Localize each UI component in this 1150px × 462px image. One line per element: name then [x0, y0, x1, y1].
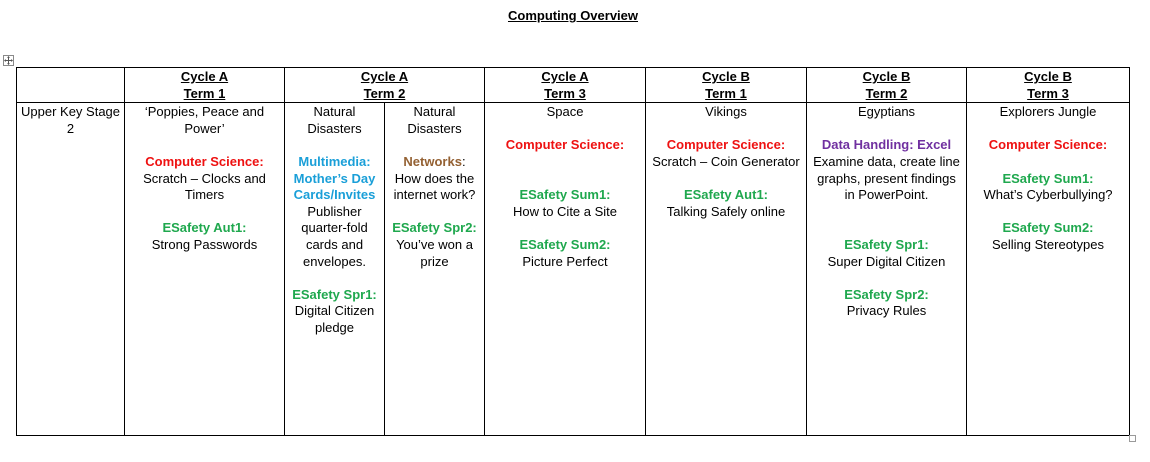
cycle-a-term-2-left-cell: [285, 103, 385, 436]
header-cycle-a-term-1: Cycle A Term 1: [125, 68, 285, 103]
stage-label: Upper Key Stage 2: [21, 104, 121, 136]
networks-text: How does the internet work?: [393, 170, 476, 203]
topic: Explorers Jungle: [999, 104, 1097, 120]
topic: Natural Disasters: [307, 104, 362, 136]
esafety-text: Digital Citizen pledge: [294, 303, 375, 335]
multimedia-text: Publisher quarter-fold cards and envelopes.: [301, 203, 368, 269]
esafety-label: ESafety Spr1:: [292, 286, 377, 302]
computer-science-label: Computer Science:: [988, 137, 1108, 153]
esafety-sum2-label: ESafety Sum2:: [1002, 220, 1094, 236]
esafety-text: Talking Safely online: [666, 203, 786, 219]
esafety-text: You’ve won a prize: [396, 236, 473, 269]
header-cycle-b-term-1: Cycle B Term 1: [646, 68, 807, 103]
esafety-sum1-label: ESafety Sum1:: [519, 187, 611, 203]
networks-colon: :: [461, 153, 466, 169]
multimedia-label: Multimedia: Mother’s Day Cards/Invites: [293, 153, 376, 203]
topic: Vikings: [705, 104, 747, 120]
esafety-text: Strong Passwords: [151, 236, 258, 252]
topic: Natural Disasters: [407, 104, 462, 136]
esafety-label: ESafety Aut1:: [162, 220, 247, 236]
topic: Egyptians: [857, 104, 916, 120]
cycle-a-term-2-right-cell: [385, 103, 485, 436]
cycle-a-term-1-cell: [125, 103, 285, 436]
computer-science-label: Computer Science:: [505, 137, 625, 153]
cycle-b-term-3-cell: [967, 103, 1130, 436]
cycle-b-term-1-cell: [646, 103, 807, 436]
header-cycle-b-term-3: Cycle B Term 3: [967, 68, 1130, 103]
data-handling-label: Data Handling: Excel: [821, 137, 952, 153]
esafety-sum2-text: Selling Stereotypes: [991, 236, 1104, 252]
table-resize-handle[interactable]: [1129, 435, 1136, 442]
header-empty-cell: [17, 68, 125, 103]
esafety-sum2-text: Picture Perfect: [522, 253, 608, 269]
header-cycle-a-term-2: Cycle A Term 2: [285, 68, 485, 103]
esafety-label: ESafety Spr2:: [392, 220, 477, 236]
computer-science-label: Computer Science:: [145, 153, 264, 169]
computer-science-label: Computer Science:: [666, 137, 786, 153]
stage-cell: [17, 103, 125, 436]
header-cycle-a-term-3: Cycle A Term 3: [485, 68, 646, 103]
esafety-spr2-label: ESafety Spr2:: [844, 286, 929, 302]
esafety-spr2-text: Privacy Rules: [846, 303, 927, 319]
esafety-label: ESafety Aut1:: [683, 187, 769, 203]
computing-overview-table: [16, 67, 1130, 436]
esafety-sum1-text: How to Cite a Site: [512, 203, 618, 219]
topic: Space: [546, 104, 584, 120]
esafety-sum1-text: What’s Cyberbullying?: [983, 187, 1113, 203]
header-row: [17, 68, 1130, 103]
content-row: [17, 103, 1130, 436]
cycle-a-term-3-cell: [485, 103, 646, 436]
computer-science-text: Scratch – Clocks and Timers: [143, 170, 266, 203]
networks-label: Networks: [403, 153, 462, 169]
cycle-b-term-2-cell: [807, 103, 967, 436]
page-title: Computing Overview: [507, 8, 639, 23]
esafety-sum1-label: ESafety Sum1:: [1002, 170, 1094, 186]
esafety-spr1-label: ESafety Spr1:: [844, 236, 929, 252]
esafety-sum2-label: ESafety Sum2:: [519, 236, 611, 252]
computer-science-text: Scratch – Coin Generator: [652, 153, 800, 169]
header-cycle-b-term-2: Cycle B Term 2: [807, 68, 967, 103]
topic: ‘Poppies, Peace and Power’: [144, 104, 265, 136]
esafety-spr1-text: Super Digital Citizen: [827, 253, 946, 269]
table-move-handle-icon[interactable]: [3, 55, 14, 66]
data-handling-text: Examine data, create line graphs, present findings in PowerPoint.: [813, 153, 960, 203]
